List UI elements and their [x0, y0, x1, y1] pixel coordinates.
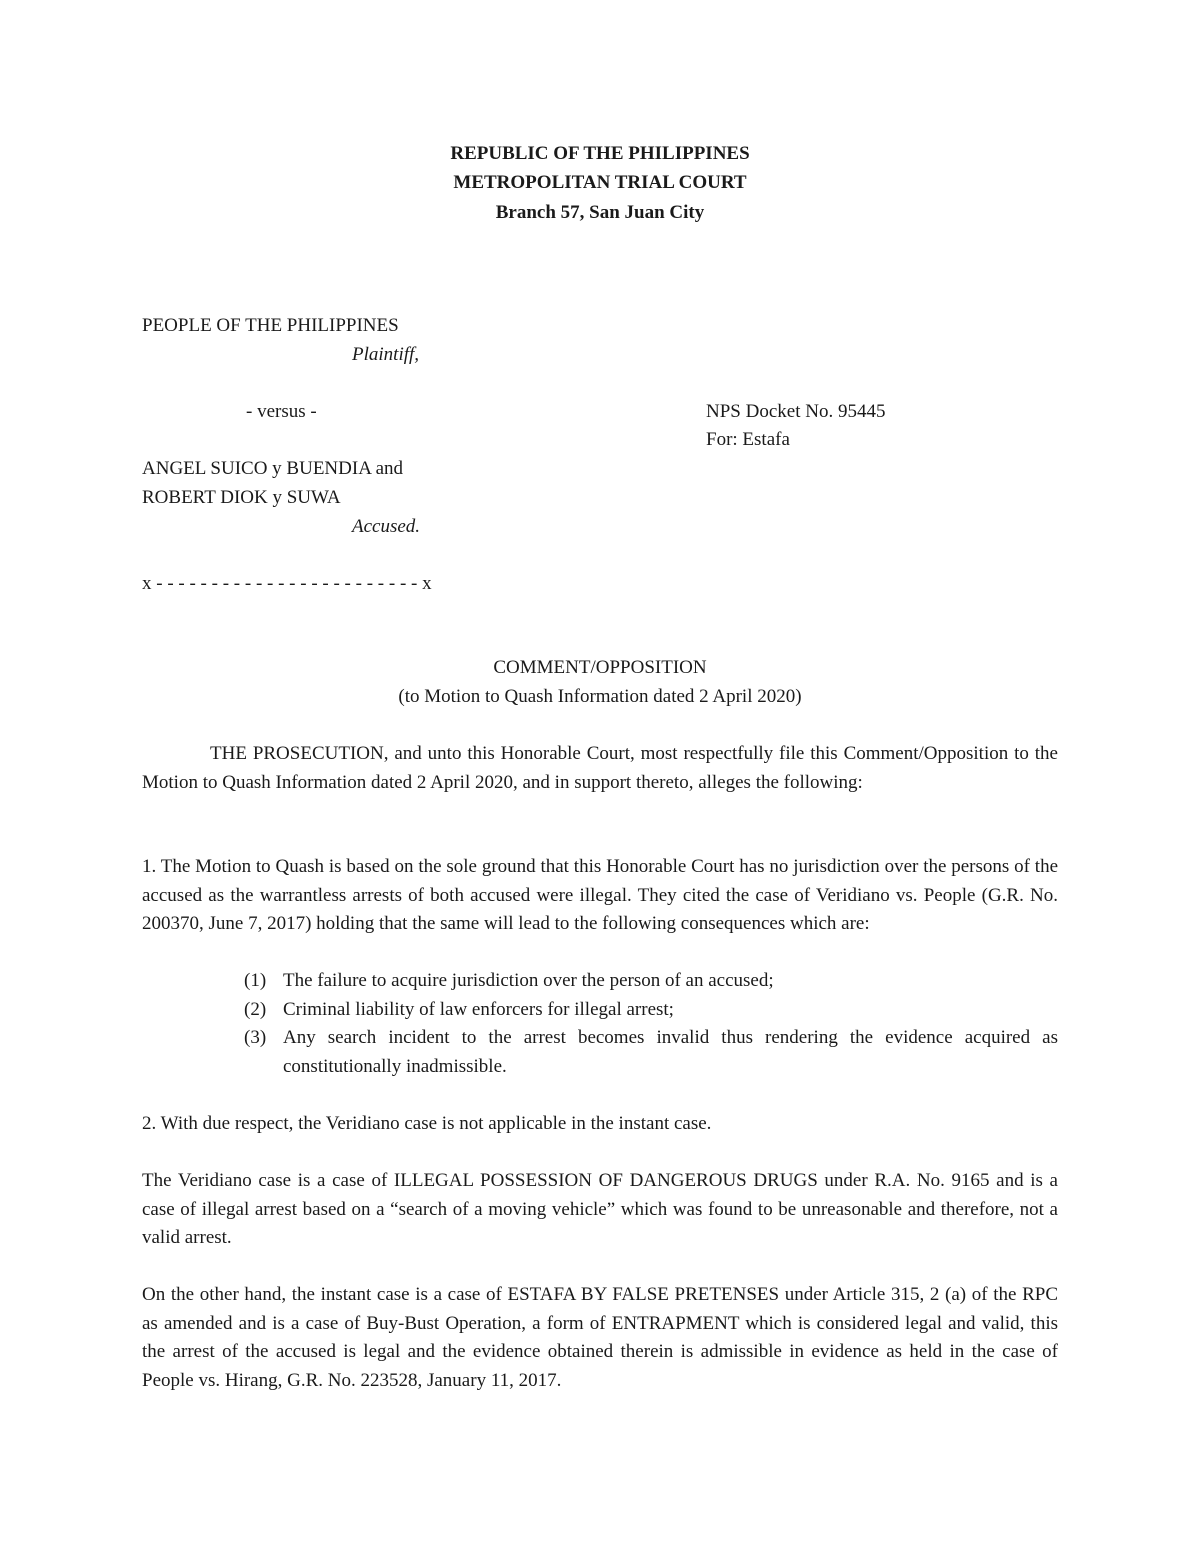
- list-item: [244, 996, 1058, 1025]
- list-item-text: Criminal liability of law enforcers for illegal arrest;: [283, 998, 674, 1020]
- list-item: [244, 1024, 1058, 1081]
- versus-label: - versus -: [246, 401, 317, 422]
- list-item-number: (2): [244, 998, 267, 1020]
- list-item-text: The failure to acquire jurisdiction over the person of an accused;: [283, 970, 774, 991]
- paragraph-4: On the other hand, the instant case is a case of ESTAFA BY FALSE PRETENSES under Article 315, 2 (a) of the RPC as amended and is a case of Buy-Bust Operation, a form of ENTRAPMENT which is considered legal and valid, this the arrest of the accused is legal and the evidence obtained therein is admissible in evidence as held in the case of People vs. Hirang, G.R. No. 223528, January 11, 2017.: [142, 1284, 1058, 1391]
- document-subtitle: (to Motion to Quash Information dated 2 April 2020): [398, 686, 802, 707]
- docket-offense: For: Estafa: [706, 429, 790, 450]
- caption-separator: x - - - - - - - - - - - - - - - - - - - - - - - - x: [142, 573, 432, 594]
- paragraph-2: 2. With due respect, the Veridiano case is not applicable in the instant case.: [142, 1113, 712, 1134]
- list-item-number: (1): [244, 970, 267, 991]
- header-court: METROPOLITAN TRIAL COURT: [453, 172, 747, 193]
- plaintiff-role: Plaintiff,: [352, 344, 420, 365]
- list-item: [244, 967, 1058, 996]
- paragraph-3: The Veridiano case is a case of ILLEGAL POSSESSION OF DANGEROUS DRUGS under R.A. No. 9165 and is a case of illegal arrest based on a “search of a moving vehicle” which was found to be unreasonable and therefore, not a valid arrest.: [142, 1170, 1058, 1248]
- list-item-number: (3): [244, 1027, 267, 1048]
- header-branch: Branch 57, San Juan City: [495, 202, 705, 223]
- accused-name-2: ROBERT DIOK y SUWA: [142, 487, 341, 508]
- docket-number: NPS Docket No. 95445: [706, 401, 886, 422]
- accused-role: Accused.: [352, 516, 421, 537]
- accused-name-1: ANGEL SUICO y BUENDIA and: [142, 458, 404, 479]
- plaintiff-name: PEOPLE OF THE PHILIPPINES: [142, 315, 399, 336]
- consequences-list: [244, 967, 1058, 1081]
- header-republic: REPUBLIC OF THE PHILIPPINES: [450, 143, 750, 164]
- intro-paragraph: THE PROSECUTION, and unto this Honorable Court, most respectfully file this Comment/Opposition to the Motion to Quash Information dated 2 April 2020, and in support thereto, alleges the following:: [142, 743, 1058, 793]
- list-item-text: Any search incident to the arrest becomes invalid thus rendering the evidence acquired as constitutionally inadmissible.: [283, 1027, 1058, 1077]
- paragraph-1: 1. The Motion to Quash is based on the sole ground that this Honorable Court has no jurisdiction over the persons of the accused as the warrantless arrests of both accused were illegal. They cited the case of Veridiano vs. People (G.R. No. 200370, June 7, 2017) holding that the same will lead to the following consequences which are:: [142, 856, 1058, 934]
- document-title: COMMENT/OPPOSITION: [493, 657, 707, 678]
